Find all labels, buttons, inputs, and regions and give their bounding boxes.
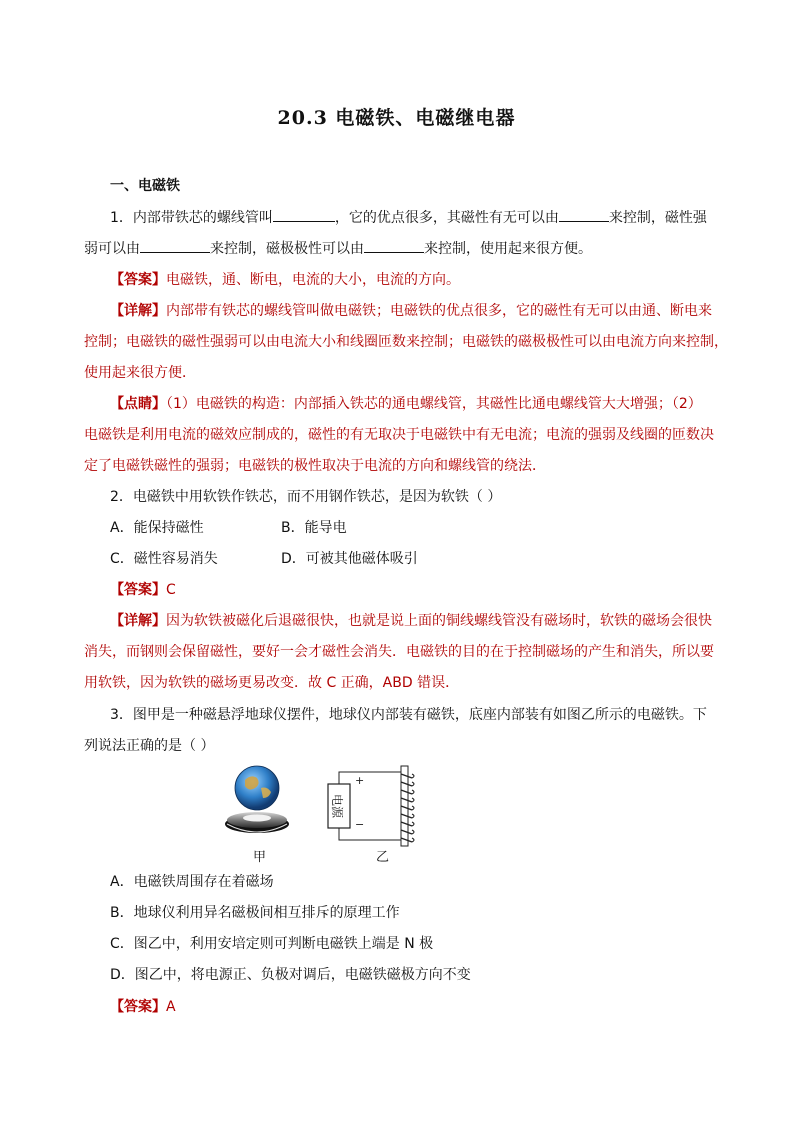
q3-answer: 【答案】A: [110, 999, 176, 1015]
power-label: 电源: [330, 793, 344, 819]
page-title: 20.3 电磁铁、电磁继电器: [277, 107, 516, 129]
q2-option-b[interactable]: B．能导电: [281, 520, 347, 536]
q1-detail-line2: 控制；电磁铁的磁性强弱可以由电流大小和线圈匝数来控制；电磁铁的磁极极性可以由电流方向来控制，: [84, 334, 728, 350]
q3-figure: [215, 762, 455, 865]
q2-option-c[interactable]: C．磁性容易消失: [110, 551, 218, 567]
blank-3[interactable]: [140, 238, 210, 253]
q3-option-d[interactable]: D．图乙中，将电源正、负极对调后，电磁铁磁极方向不变: [110, 967, 471, 983]
q3-option-c[interactable]: C．图乙中，利用安培定则可判断电磁铁上端是 N 极: [110, 936, 434, 952]
q1-detail-line1: 【详解】内部带有铁芯的螺线管叫做电磁铁；电磁铁的优点很多，它的磁性有无可以由通、断电来: [110, 303, 712, 319]
q1-tip-line2: 电磁铁是利用电流的磁效应制成的，磁性的有无取决于电磁铁中有无电流；电流的强弱及线圈的匝数决: [84, 427, 714, 443]
q3-stem-line1: 3．图甲是一种磁悬浮地球仪摆件，地球仪内部装有磁铁，底座内部装有如图乙所示的电磁铁。下: [110, 707, 707, 723]
figure-label-b: 乙: [376, 850, 390, 865]
q2-detail-line2: 消失，而钢则会保留磁性，要好一会才磁性会消失．电磁铁的目的在于控制磁场的产生和消失，所以要: [84, 644, 714, 660]
figure-svg: [215, 762, 455, 862]
globe-icon: [235, 766, 279, 810]
blank-4[interactable]: [364, 238, 424, 253]
q1-answer: 【答案】电磁铁，通、断电，电流的大小，电流的方向。: [110, 272, 460, 288]
q1-detail-line3: 使用起来很方便．: [84, 365, 196, 381]
figure-label-a: 甲: [253, 850, 267, 865]
q2-detail-line3: 用软铁，因为软铁的磁场更易改变．故 C 正确，ABD 错误．: [84, 675, 460, 691]
q2-stem: 2．电磁铁中用软铁作铁芯，而不用钢作铁芯，是因为软铁（ ）: [110, 489, 502, 505]
q1-tip-line1: 【点睛】（1）电磁铁的构造：内部插入铁芯的通电螺线管，其磁性比通电螺线管大大增强；（2）: [110, 396, 702, 412]
plus-sign: +: [355, 774, 365, 787]
q2-answer: 【答案】C: [110, 582, 176, 598]
q2-detail-line1: 【详解】因为软铁被磁化后退磁很快，也就是说上面的铜线螺线管没有磁场时，软铁的磁场会很快: [110, 613, 712, 629]
q3-option-a[interactable]: A．电磁铁周围存在着磁场: [110, 874, 274, 890]
q1-line1: 1．内部带铁芯的螺线管叫 ，它的优点很多，其磁性有无可以由 来控制，磁性强: [110, 207, 707, 228]
q1-line2: 弱可以由 来控制，磁极极性可以由 来控制，使用起来很方便。: [84, 238, 592, 259]
minus-sign: −: [355, 818, 365, 831]
section-heading: 一、电磁铁: [110, 178, 180, 194]
blank-2[interactable]: [559, 207, 609, 222]
q3-stem-line2: 列说法正确的是（ ）: [84, 738, 215, 754]
q2-option-d[interactable]: D．可被其他磁体吸引: [281, 551, 418, 567]
q1-tip-line3: 定了电磁铁磁性的强弱；电磁铁的极性取决于电流的方向和螺线管的绕法．: [84, 458, 546, 474]
magnetic-base-icon: [225, 812, 289, 833]
blank-1[interactable]: [273, 207, 335, 222]
q3-option-b[interactable]: B．地球仪利用异名磁极间相互排斥的原理工作: [110, 905, 400, 921]
q2-option-a[interactable]: A．能保持磁性: [110, 520, 204, 536]
